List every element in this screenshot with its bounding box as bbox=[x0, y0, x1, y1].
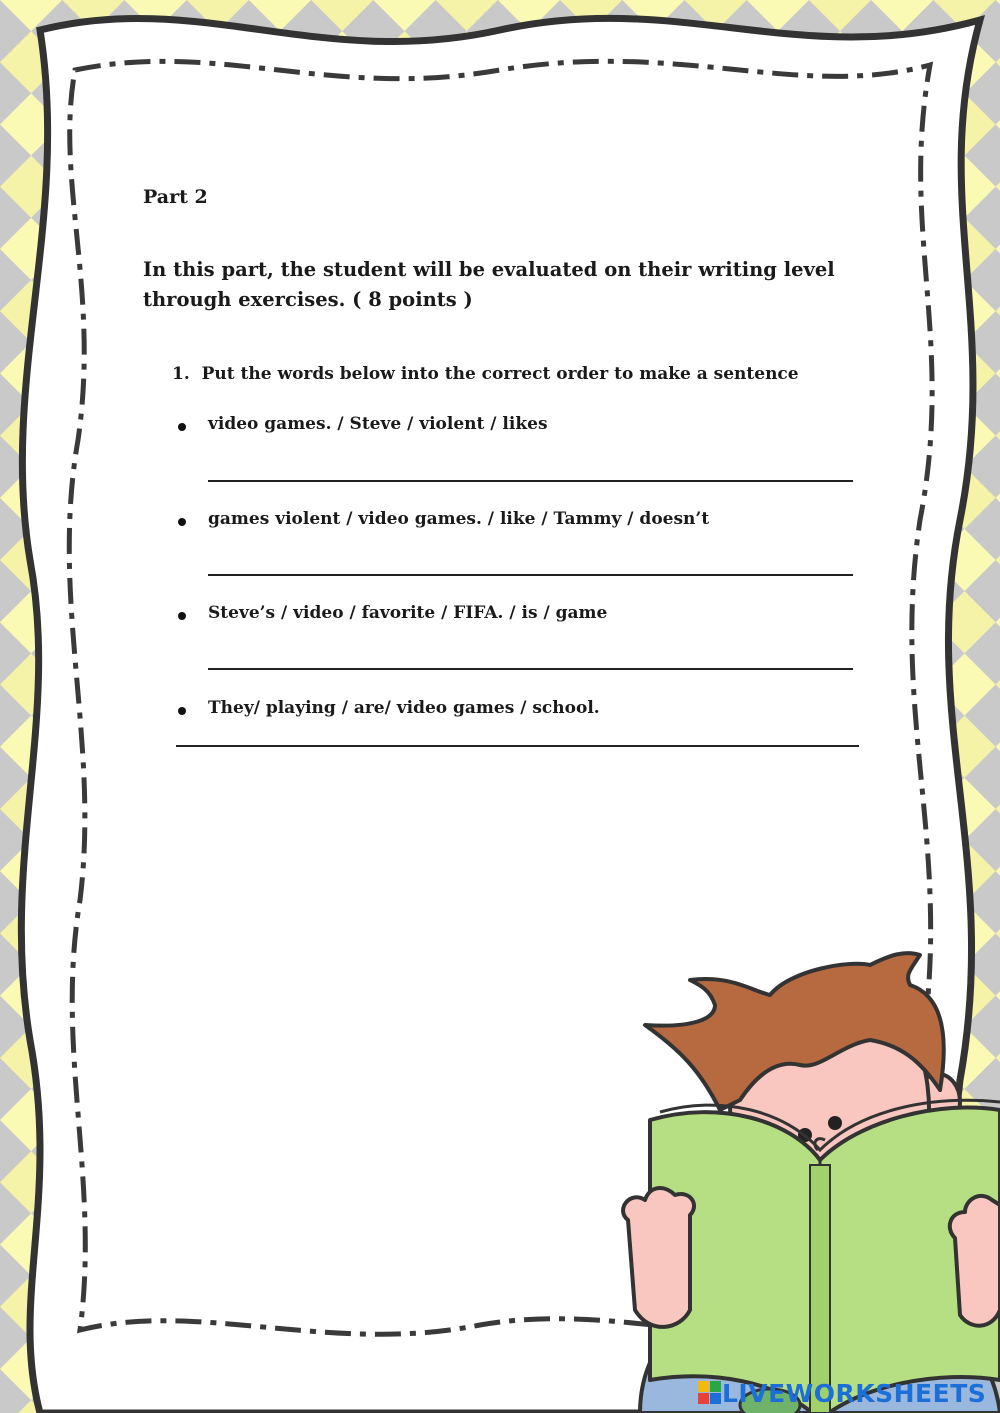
instructions-text: In this part, the student will be evaluated on their writing level through exercises. ( 8 points ) bbox=[143, 258, 835, 311]
question-1 bbox=[172, 364, 799, 384]
bullet-icon bbox=[178, 518, 186, 526]
part-title: Part 2 bbox=[143, 186, 208, 208]
question-text: Put the words below into the correct order to make a sentence bbox=[201, 364, 799, 384]
bullet-icon bbox=[178, 423, 186, 431]
answer-line-1[interactable] bbox=[208, 480, 853, 482]
liveworksheets-logo bbox=[698, 1380, 986, 1406]
item-prompt-4: They/ playing / are/ video games / school. bbox=[208, 698, 600, 718]
bullet-icon bbox=[178, 707, 186, 715]
bullet-icon bbox=[178, 612, 186, 620]
answer-line-4[interactable] bbox=[176, 745, 859, 747]
answer-line-2[interactable] bbox=[208, 574, 853, 576]
answer-line-3[interactable] bbox=[208, 668, 853, 670]
item-prompt-1: video games. / Steve / violent / likes bbox=[208, 414, 548, 434]
item-prompt-3: Steve’s / video / favorite / FIFA. / is / game bbox=[208, 603, 608, 623]
logo-text: LIVEWORKSHEETS bbox=[722, 1378, 987, 1408]
item-prompt-2: games violent / video games. / like / Tammy / doesn’t bbox=[208, 509, 710, 529]
question-number: 1. bbox=[172, 364, 190, 384]
boy-reading-book-icon bbox=[620, 950, 1000, 1413]
logo-badge-icon bbox=[698, 1381, 722, 1405]
